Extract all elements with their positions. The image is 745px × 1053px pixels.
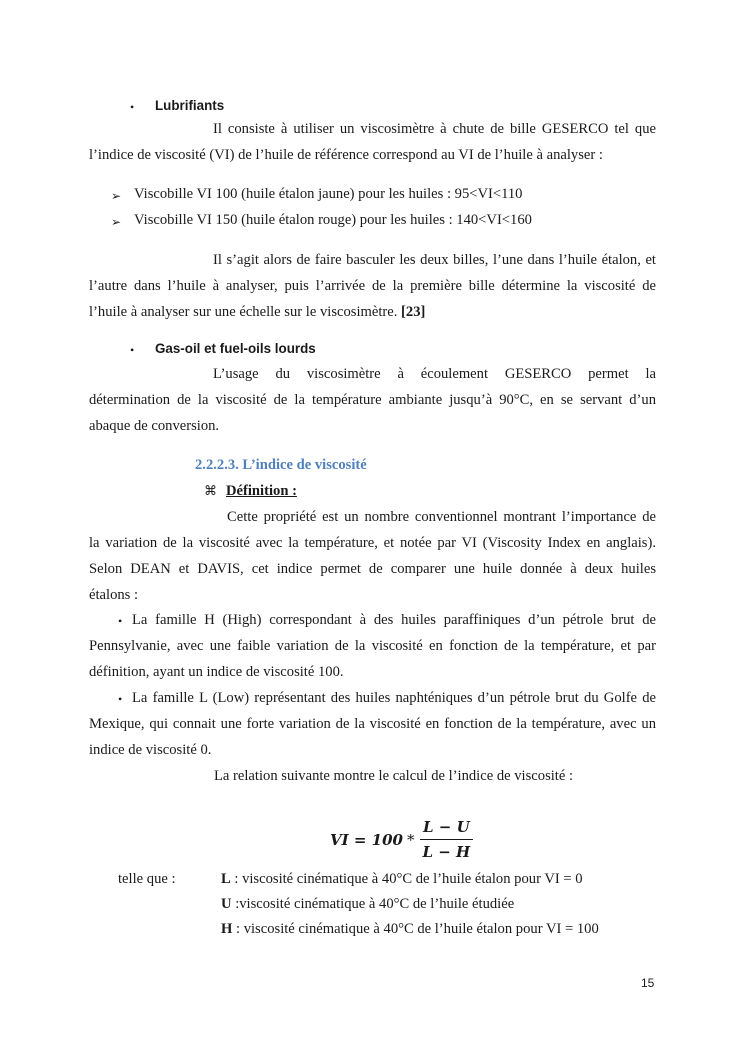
- where-def-l: L : viscosité cinématique à 40°C de l’huile étalon pour VI = 0: [221, 871, 583, 887]
- formula-fraction: [419, 818, 473, 861]
- formula-lhs: VI = 100: [330, 830, 403, 849]
- famille-l-line1: La famille L (Low) représentant des huiles naphténiques d’un pétrole brut du Golfe de: [132, 690, 656, 706]
- gasoil-line3: abaque de conversion.: [89, 418, 220, 434]
- gasoil-line1: L’usage du viscosimètre à écoulement GESERCO permet la: [213, 366, 656, 382]
- list-item: Viscobille VI 100 (huile étalon jaune) pour les huiles : 95<VI<110: [134, 186, 523, 202]
- famille-h-line1: La famille H (High) correspondant à des huiles paraffiniques d’un pétrole brut de: [132, 612, 656, 628]
- lubrifiants-para2-line1: Il s’agit alors de faire basculer les deux billes, l’une dans l’huile étalon, et: [213, 252, 656, 268]
- famille-l-line3: indice de viscosité 0.: [89, 742, 212, 758]
- where-def-u: U :viscosité cinématique à 40°C de l’huile étudiée: [221, 896, 515, 912]
- list-item: Viscobille VI 150 (huile étalon rouge) pour les huiles : 140<VI<160: [134, 212, 532, 228]
- arrow-bullet-icon: ➢: [111, 215, 122, 229]
- lubrifiants-para2-line3: l’huile à analyser sur une échelle sur le viscosimètre. [23]: [89, 304, 426, 320]
- lubrifiants-para1-line1: Il consiste à utiliser un viscosimètre à chute de bille GESERCO tel que: [213, 121, 656, 137]
- lubrifiants-title: Lubrifiants: [155, 98, 225, 113]
- definition-line4: étalons :: [89, 587, 139, 603]
- definition-bullet-icon: ⌘: [204, 483, 217, 498]
- definition-line3: Selon DEAN et DAVIS, cet indice permet de comparer une huile donnée à deux huiles: [89, 561, 656, 577]
- definition-label: Définition :: [226, 483, 297, 499]
- where-def-h: H : viscosité cinématique à 40°C de l’huile étalon pour VI = 100: [221, 921, 599, 937]
- formula-numerator: L − U: [420, 818, 473, 840]
- lubrifiants-para1-line2: l’indice de viscosité (VI) de l’huile de référence correspond au VI de l’huile à analyser :: [89, 147, 603, 163]
- definition-line1: Cette propriété est un nombre conventionnel montrant l’importance de: [227, 509, 656, 525]
- section-heading: 2.2.2.3. L’indice de viscosité: [195, 457, 367, 473]
- page-number: 15: [641, 976, 655, 990]
- relation-intro: La relation suivante montre le calcul de l’indice de viscosité :: [214, 768, 574, 784]
- bullet-famille-l: •: [118, 692, 123, 706]
- gasoil-line2: détermination de la viscosité de la température ambiante jusqu’à 90°C, en se servant d’un: [89, 392, 656, 408]
- bullet-famille-h: •: [118, 614, 123, 628]
- definition-line2: la variation de la viscosité avec la température, et notée par VI (Viscosity Index en anglais).: [89, 535, 656, 551]
- gasoil-title: Gas-oil et fuel-oils lourds: [155, 341, 316, 356]
- famille-h-line2: Pennsylvanie, avec une faible variation de la viscosité en fonction de la température, et par: [89, 638, 656, 654]
- famille-h-line3: définition, ayant un indice de viscosité 100.: [89, 664, 344, 680]
- vi-formula: [330, 818, 473, 861]
- famille-l-line2: Mexique, qui connait une forte variation de la viscosité en fonction de la température, avec un: [89, 716, 656, 732]
- formula-denominator: L − H: [422, 843, 471, 861]
- bullet-lubrifiants: •: [130, 100, 135, 114]
- arrow-bullet-icon: ➢: [111, 189, 122, 203]
- reference: [23]: [401, 304, 426, 320]
- formula-operator: *: [406, 830, 415, 849]
- lubrifiants-para2-line2: l’autre dans l’huile à analyser, puis l’arrivée de la première bille détermine la viscosité de: [89, 278, 656, 294]
- bullet-gasoil: •: [130, 343, 135, 357]
- where-label: telle que :: [118, 871, 176, 887]
